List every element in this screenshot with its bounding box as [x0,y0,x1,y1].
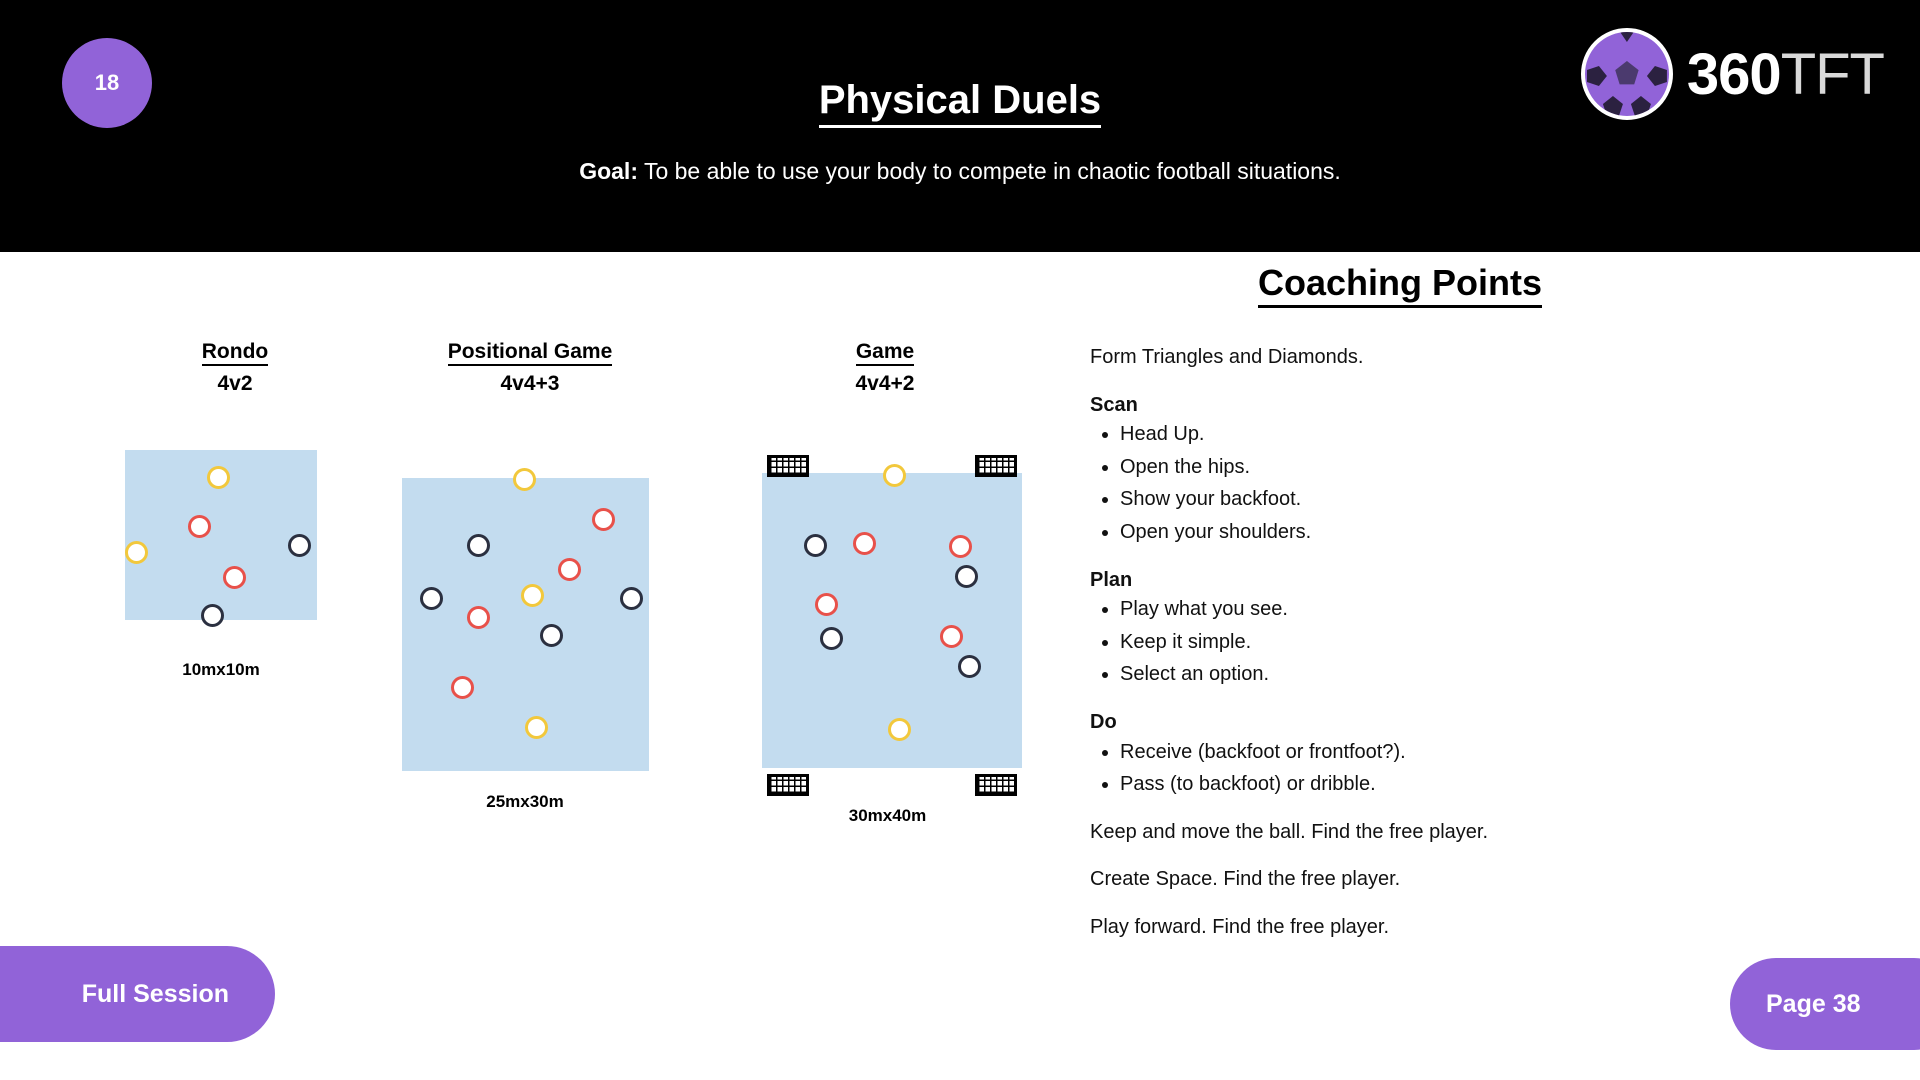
player-marker [883,464,906,487]
player-marker [467,606,490,629]
coaching-list-plan [1120,597,1830,688]
player-marker [125,541,148,564]
coaching-intro: Form Triangles and Diamonds. [1090,346,1364,368]
goal-icon [975,455,1017,477]
coaching-list-do [1120,740,1830,798]
brand-logo [1581,28,1884,120]
player-marker [853,532,876,555]
full-session-label: Full Session [81,979,229,1008]
player-marker [949,535,972,558]
player-marker [467,534,490,557]
player-marker [540,624,563,647]
slide-number-badge: 18 [62,38,152,128]
player-marker [521,584,544,607]
page-title-text: Physical Duels [819,78,1101,128]
diagram-rondo-subtitle: 4v2 [217,372,253,395]
slide-header [0,0,1920,252]
player-marker [620,587,643,610]
diagram-game-title-text: Game [856,340,914,366]
diagram-game-subtitle: 4v4+2 [855,372,915,395]
diagram-game [740,340,1030,825]
player-marker [525,716,548,739]
diagram-rondo-title-text: Rondo [202,340,268,366]
player-marker [958,655,981,678]
player-marker [451,676,474,699]
diagram-positional-title [380,340,680,364]
diagram-positional-title-text: Positional Game [448,340,613,366]
diagram-game-dimensions: 30mx40m [848,806,927,825]
list-item: • Show your backfoot. [1120,487,1830,513]
goal-text: To be able to use your body to compete in chaotic football situations. [637,158,1341,184]
player-marker [513,468,536,491]
coaching-points-heading [1090,262,1710,304]
player-marker [201,604,224,627]
player-marker [592,508,615,531]
diagram-positional-dimensions: 25mx30m [486,792,564,811]
full-session-button[interactable] [0,946,275,1042]
goal-icon [767,774,809,796]
list-item: • Select an option. [1120,662,1830,688]
player-marker [188,515,211,538]
brand-suffix: TFT [1780,41,1884,107]
list-item: • Head Up. [1120,422,1830,448]
coaching-closing-3: Play forward. Find the free player. [1090,915,1390,938]
diagram-rondo-title [100,340,370,364]
coaching-closing-2: Create Space. Find the free player. [1090,868,1401,891]
list-item: • Open the hips. [1120,455,1830,481]
soccer-ball-icon [1581,28,1673,120]
goal-icon [767,455,809,477]
player-marker [955,565,978,588]
player-marker [420,587,443,610]
coaching-section-head-do: Do [1090,710,1117,733]
player-marker [888,718,911,741]
goal-statement [0,158,1920,185]
diagram-game-title [740,340,1030,364]
diagram-positional-subtitle: 4v4+3 [500,372,560,395]
player-marker [223,566,246,589]
coaching-section-head-plan: Plan [1090,568,1133,591]
list-item: • Keep it simple. [1120,630,1830,656]
coaching-list-scan [1120,422,1830,545]
list-item: • Play what you see. [1120,597,1830,623]
player-marker [815,593,838,616]
diagram-rondo [100,340,370,679]
coaching-points-body [1090,345,1830,963]
page-indicator [1730,958,1920,1050]
coaching-closing-1: Keep and move the ball. Find the free player. [1090,820,1489,843]
player-marker [804,534,827,557]
goal-icon [975,774,1017,796]
player-marker [940,625,963,648]
list-item: • Open your shoulders. [1120,520,1830,546]
coaching-points-heading-text: Coaching Points [1258,262,1542,308]
diagram-rondo-dimensions: 10mx10m [182,660,260,679]
brand-logo-text [1687,41,1884,108]
player-marker [288,534,311,557]
coaching-section-head-scan: Scan [1090,393,1138,416]
player-marker [558,558,581,581]
list-item: • Receive (backfoot or frontfoot?). [1120,740,1830,766]
diagram-positional-game [380,340,680,811]
player-marker [207,466,230,489]
page-indicator-label: Page 38 [1766,989,1861,1018]
player-marker [820,627,843,650]
brand-number: 360 [1686,41,1781,107]
list-item: • Pass (to backfoot) or dribble. [1120,772,1830,798]
goal-label: Goal: [579,158,638,184]
